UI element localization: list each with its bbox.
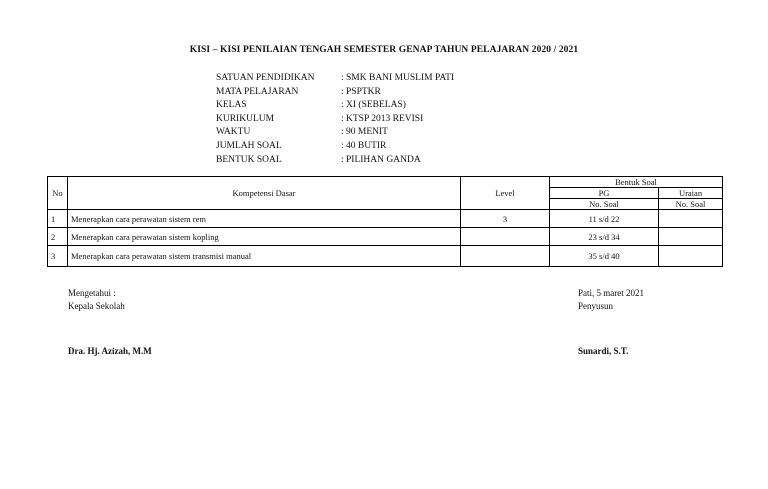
cell-no: 2 [48,228,68,246]
info-label: SATUAN PENDIDIKAN [216,73,315,83]
table-header-row [48,177,723,188]
info-label: MATA PELAJARAN [216,86,299,97]
cell-kompetensi: Menerapkan cara perawatan sistem rem [68,210,461,228]
signature-left-name: Dra. Hj. Azizah, M.M [68,346,152,356]
signature-right-line1: Pati, 5 maret 2021 [578,288,644,298]
info-label: BENTUK SOAL [216,154,282,165]
header-no: No [48,177,68,210]
cell-kompetensi: Menerapkan cara perawatan sistem transmisi manual [68,246,461,267]
cell-no: 1 [48,210,68,228]
header-uraian: Uraian [659,188,723,199]
header-uraian-no-soal: No. Soal [659,199,723,210]
signature-left-line2: Kepala Sekolah [68,301,125,311]
document-title: KISI – KISI PENILAIAN TENGAH SEMESTER GENAP TAHUN PELAJARAN 2020 / 2021 [189,45,579,55]
info-value: : KTSP 2013 REVISI [341,113,424,124]
info-row-waktu [216,126,454,140]
header-level: Level [461,177,550,210]
table-row [48,210,723,228]
info-label: KURIKULUM [216,113,275,124]
cell-no: 3 [48,246,68,267]
signature-left-line1: Mengetahui : [68,288,116,298]
header-pg-no-soal: No. Soal [550,199,659,210]
info-label: KELAS [216,100,247,111]
cell-uraian [659,210,723,228]
identity-block [216,72,454,167]
signature-right [578,287,644,313]
cell-level: 3 [461,210,550,228]
cell-pg: 23 s/d 34 [550,228,659,246]
cell-pg: 35 s/d 40 [550,246,659,267]
cell-level [461,228,550,246]
cell-uraian [659,246,723,267]
info-row-bentuk-soal [216,154,454,168]
signature-left [68,287,125,313]
info-row-kurikulum [216,113,454,127]
info-label: WAKTU [216,127,251,138]
table-row [48,246,723,267]
info-label: JUMLAH SOAL [216,140,282,151]
info-value: : PSPTKR [341,86,381,97]
info-row-satuan [216,72,454,86]
info-value: : 40 BUTIR [341,140,387,151]
cell-kompetensi: Menerapkan cara perawatan sistem kopling [68,228,461,246]
cell-level [461,246,550,267]
info-row-mapel [216,86,454,100]
cell-pg: 11 s/d 22 [550,210,659,228]
header-pg: PG [550,188,659,199]
kisi-table [47,176,723,267]
cell-uraian [659,228,723,246]
info-row-kelas [216,99,454,113]
info-value: : XI (SEBELAS) [341,100,406,111]
info-value: : PILIHAN GANDA [341,154,421,165]
signature-right-name: Sunardi, S.T. [578,346,629,356]
header-kompetensi: Kompetensi Dasar [68,177,461,210]
info-value: : 90 MENIT [341,127,388,138]
info-row-jumlah-soal [216,140,454,154]
table-row [48,228,723,246]
header-bentuk-soal: Bentuk Soal [550,177,723,188]
signature-right-line2: Penyusun [578,301,614,311]
info-value: : SMK BANI MUSLIM PATI [341,73,455,83]
